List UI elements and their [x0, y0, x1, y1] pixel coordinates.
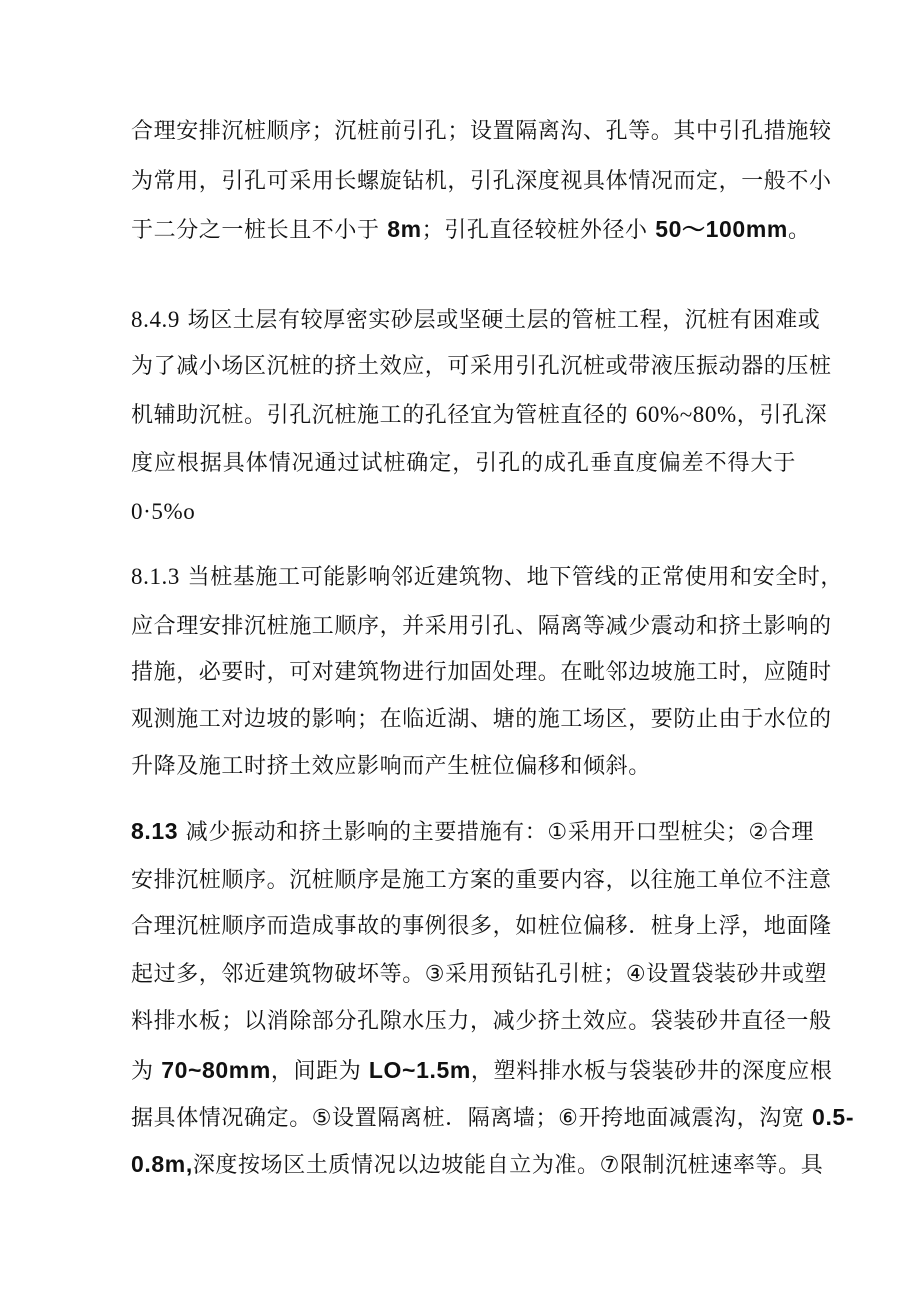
- text-line: [131, 444, 796, 484]
- text-segment: 深度按场区土质情况以边坡能自立为准。⑦限制沉桩速率等。具: [192, 1153, 824, 1178]
- text-segment: 机辅助沉桩。引孔沉桩施工的孔径宜为管桩直径的: [131, 403, 636, 428]
- text-line: [131, 700, 832, 740]
- text-segment: 0.5-: [812, 1104, 855, 1130]
- text-segment: 合理沉桩顺序而造成事故的事例很多，如桩位偏移．桩身上浮，地面隆: [131, 914, 832, 939]
- text-segment: 8m: [387, 216, 422, 242]
- text-line: [131, 557, 843, 597]
- text-segment: 料排水板；以消除部分孔隙水压力，减少挤土效应。袋装砂井直径一般: [131, 1009, 832, 1034]
- text-line: [131, 955, 828, 995]
- text-segment: 70~80mm: [161, 1057, 271, 1083]
- text-line: [131, 861, 832, 901]
- text-segment: 措施，必要时，可对建筑物进行加固处理。在毗邻边坡施工时，应随时: [131, 660, 832, 685]
- text-line: [131, 1002, 832, 1042]
- text-line: [131, 395, 828, 435]
- text-line: [131, 907, 832, 947]
- text-segment: 据具体情况确定。⑤设置隔离桩．隔离墙；⑥开挎地面减震沟，沟宽: [131, 1106, 813, 1131]
- text-segment: 升降及施工时挤土效应影响而产生桩位偏移和倾斜。: [131, 754, 651, 779]
- text-segment: LO~1.5m: [368, 1057, 471, 1083]
- text-segment: 减少振动和挤土影响的主要措施有：①采用开口型桩尖；②合理: [178, 820, 815, 845]
- text-segment: 60%~80%: [635, 402, 737, 427]
- text-line: [131, 347, 832, 387]
- text-segment: 0·5%o: [131, 499, 196, 524]
- text-line: [131, 1050, 833, 1090]
- text-line: [131, 492, 195, 532]
- text-line: [131, 1097, 855, 1137]
- text-line: [131, 300, 821, 340]
- text-segment: 起过多，邻近建筑物破坏等。③采用预钻孔引桩；④设置袋装砂井或塑: [131, 962, 828, 987]
- text-line: [131, 811, 815, 851]
- text-line: [131, 112, 832, 152]
- text-segment: 于二分之一桩长且不小于: [131, 218, 388, 243]
- text-line: [131, 747, 651, 787]
- text-segment: 安排沉桩顺序。沉桩顺序是施工方案的重要内容，以往施工单位不注意: [131, 868, 832, 893]
- text-segment: ，间距为: [270, 1059, 369, 1084]
- text-segment: 观测施工对边坡的影响；在临近湖、塘的施工场区，要防止由于水位的: [131, 707, 832, 732]
- text-segment: 为: [131, 1059, 162, 1084]
- text-segment: ，塑料排水板与袋装砂井的深度应根: [470, 1059, 833, 1084]
- text-segment: 合理安排沉桩顺序；沉桩前引孔；设置隔离沟、孔等。其中引孔措施较: [131, 119, 832, 144]
- text-segment: 应合理安排沉桩施工顺序，并采用引孔、隔离等减少震动和挤土影响的: [131, 614, 832, 639]
- text-segment: ，引孔深: [736, 403, 828, 428]
- text-segment: 8.4.9: [131, 307, 180, 332]
- text-segment: ；引孔直径较桩外径小: [421, 218, 656, 243]
- text-segment: 50～100mm: [655, 216, 788, 242]
- text-segment: 当桩基施工可能影响邻近建筑物、地下管线的正常使用和安全时，: [180, 565, 843, 590]
- text-segment: 8.1.3: [131, 564, 180, 589]
- text-line: [131, 653, 832, 693]
- text-line: [131, 1144, 824, 1184]
- text-segment: 0.8m,: [131, 1151, 193, 1177]
- text-line: [131, 209, 811, 249]
- text-line: [131, 607, 832, 647]
- text-segment: 度应根据具体情况通过试桩确定，引孔的成孔垂直度偏差不得大于: [131, 451, 796, 476]
- text-segment: 8.13: [131, 818, 179, 844]
- text-segment: 为常用，引孔可采用长螺旋钻机，引孔深度视具体情况而定，一般不小: [131, 169, 832, 194]
- text-segment: 。: [787, 218, 811, 243]
- text-segment: 场区土层有较厚密实砂层或坚硬土层的管桩工程，沉桩有困难或: [180, 308, 821, 333]
- text-segment: 为了减小场区沉桩的挤土效应，可采用引孔沉桩或带液压振动器的压桩: [131, 354, 832, 379]
- text-line: [131, 162, 832, 202]
